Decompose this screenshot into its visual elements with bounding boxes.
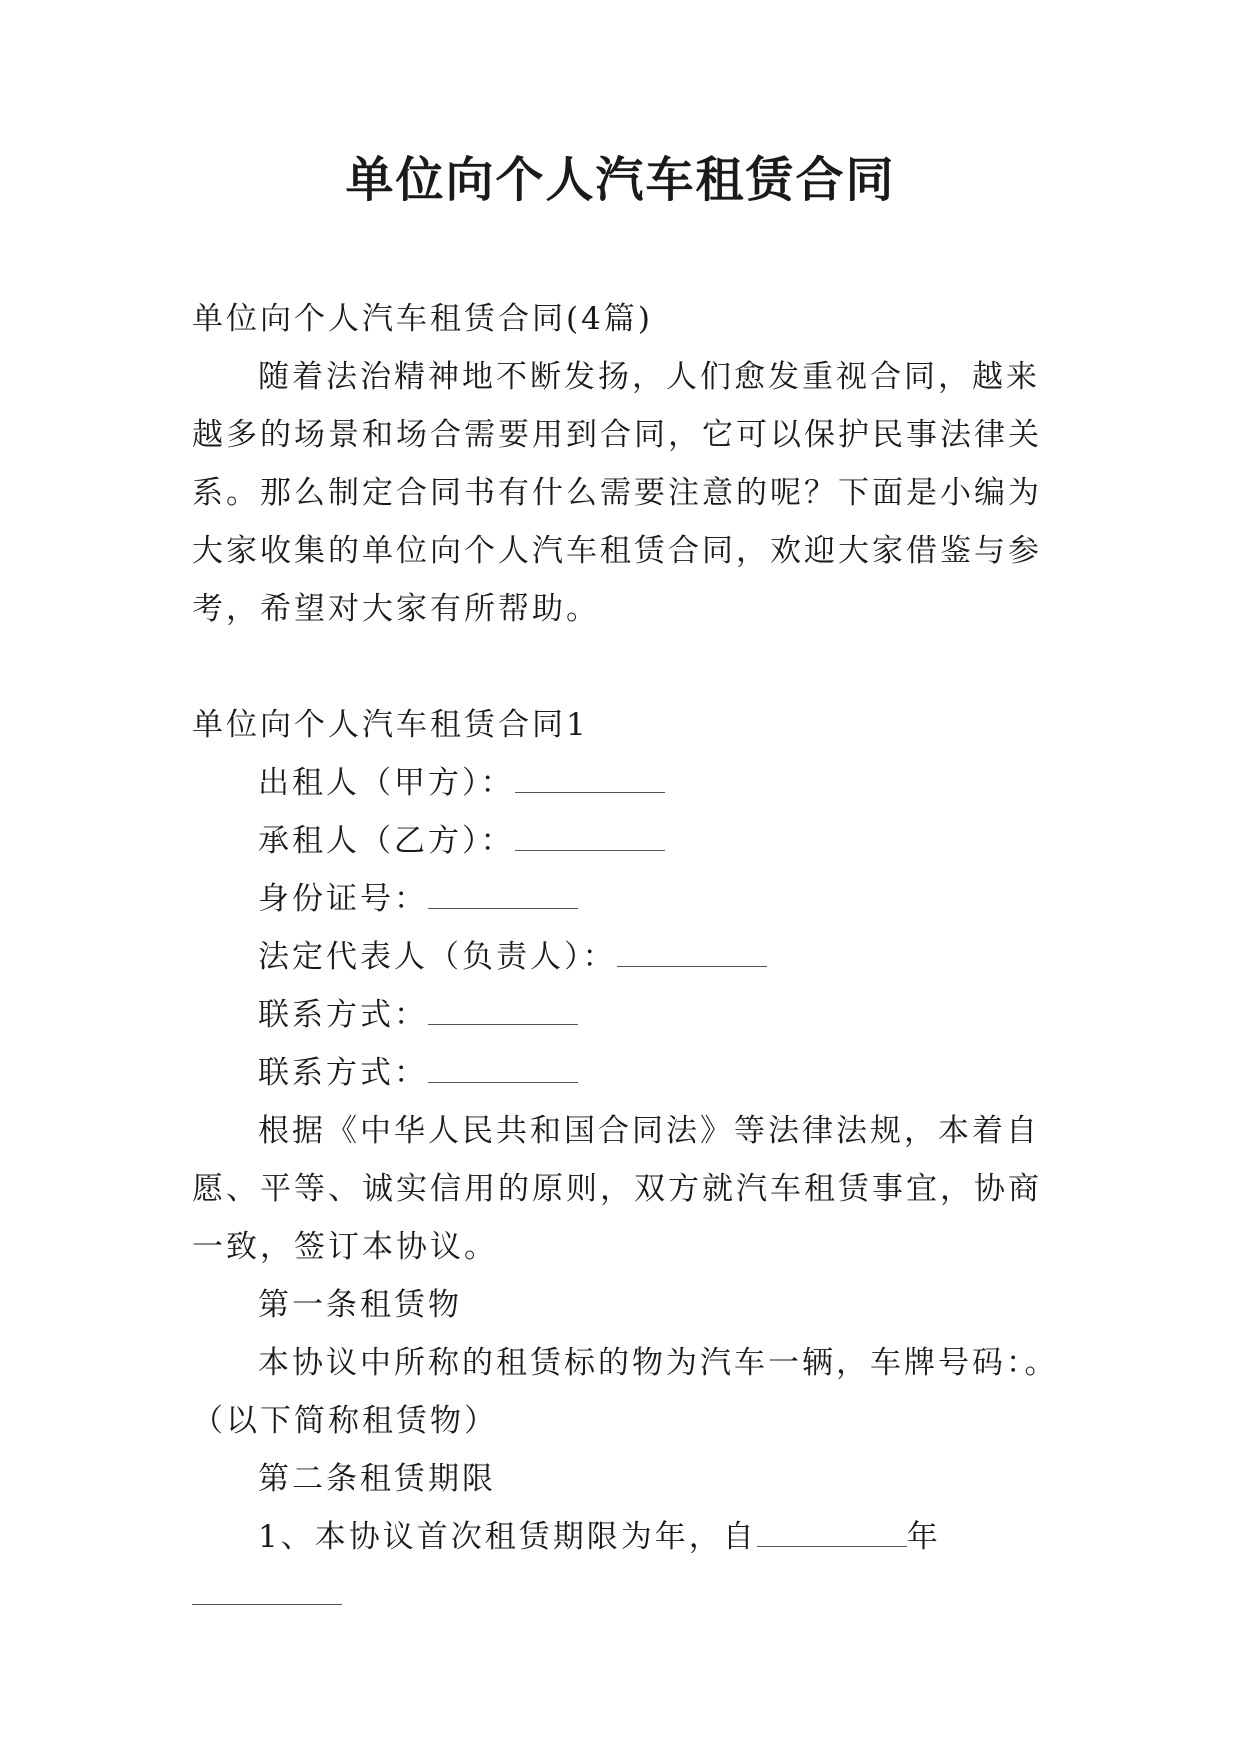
field-label: 法定代表人（负责人）： (258, 939, 617, 975)
field-label: 身份证号： (258, 881, 428, 917)
document-body (192, 290, 1072, 1624)
field-label: 出租人（甲方）： (258, 765, 515, 801)
fill-blank[interactable] (515, 844, 665, 851)
field-label: 承租人（乙方）： (258, 823, 515, 859)
article-text: 本协议中所称的租赁标的物为汽车一辆，车牌号码：。（以下简称租赁物） (192, 1345, 1059, 1439)
field-lessee (192, 812, 1072, 870)
fill-blank[interactable] (428, 1076, 578, 1083)
field-contact-2 (192, 1044, 1072, 1102)
intro-paragraph: 随着法治精神地不断发扬，人们愈发重视合同，越来越多的场景和场合需要用到合同，它可以保护民事法律关系。那么制定合同书有什么需要注意的呢？下面是小编为大家收集的单位向个人汽车租赁合同，欢迎大家借鉴与参考，希望对大家有所帮助。 (192, 359, 1042, 627)
field-label: 联系方式： (258, 1055, 428, 1091)
section-heading: 单位向个人汽车租赁合同1 (192, 707, 589, 743)
field-id-number (192, 870, 1072, 928)
article-item-text: 1、本协议首次租赁期限为年，自 (258, 1519, 757, 1555)
document-title: 单位向个人汽车租赁合同 (345, 152, 896, 208)
article-heading: 第二条租赁期限 (258, 1461, 496, 1497)
field-legal-rep (192, 928, 1072, 986)
fill-blank[interactable] (428, 1018, 578, 1025)
field-label: 联系方式： (258, 997, 428, 1033)
field-lessor (192, 754, 1072, 812)
fill-blank[interactable] (515, 786, 665, 793)
fill-blank[interactable] (428, 902, 578, 909)
article-item-text: 年 (906, 1519, 941, 1555)
field-contact-1 (192, 986, 1072, 1044)
article-heading: 第一条租赁物 (258, 1287, 462, 1323)
article-item (192, 1508, 1072, 1624)
basis-paragraph: 根据《中华人民共和国合同法》等法律法规，本着自愿、平等、诚实信用的原则，双方就汽车租赁事宜，协商一致，签订本协议。 (192, 1113, 1042, 1265)
fill-blank[interactable] (757, 1540, 907, 1547)
subtitle: 单位向个人汽车租赁合同(4篇) (192, 301, 653, 337)
fill-blank[interactable] (192, 1598, 342, 1605)
fill-blank[interactable] (617, 960, 767, 967)
spacer (192, 638, 1072, 696)
